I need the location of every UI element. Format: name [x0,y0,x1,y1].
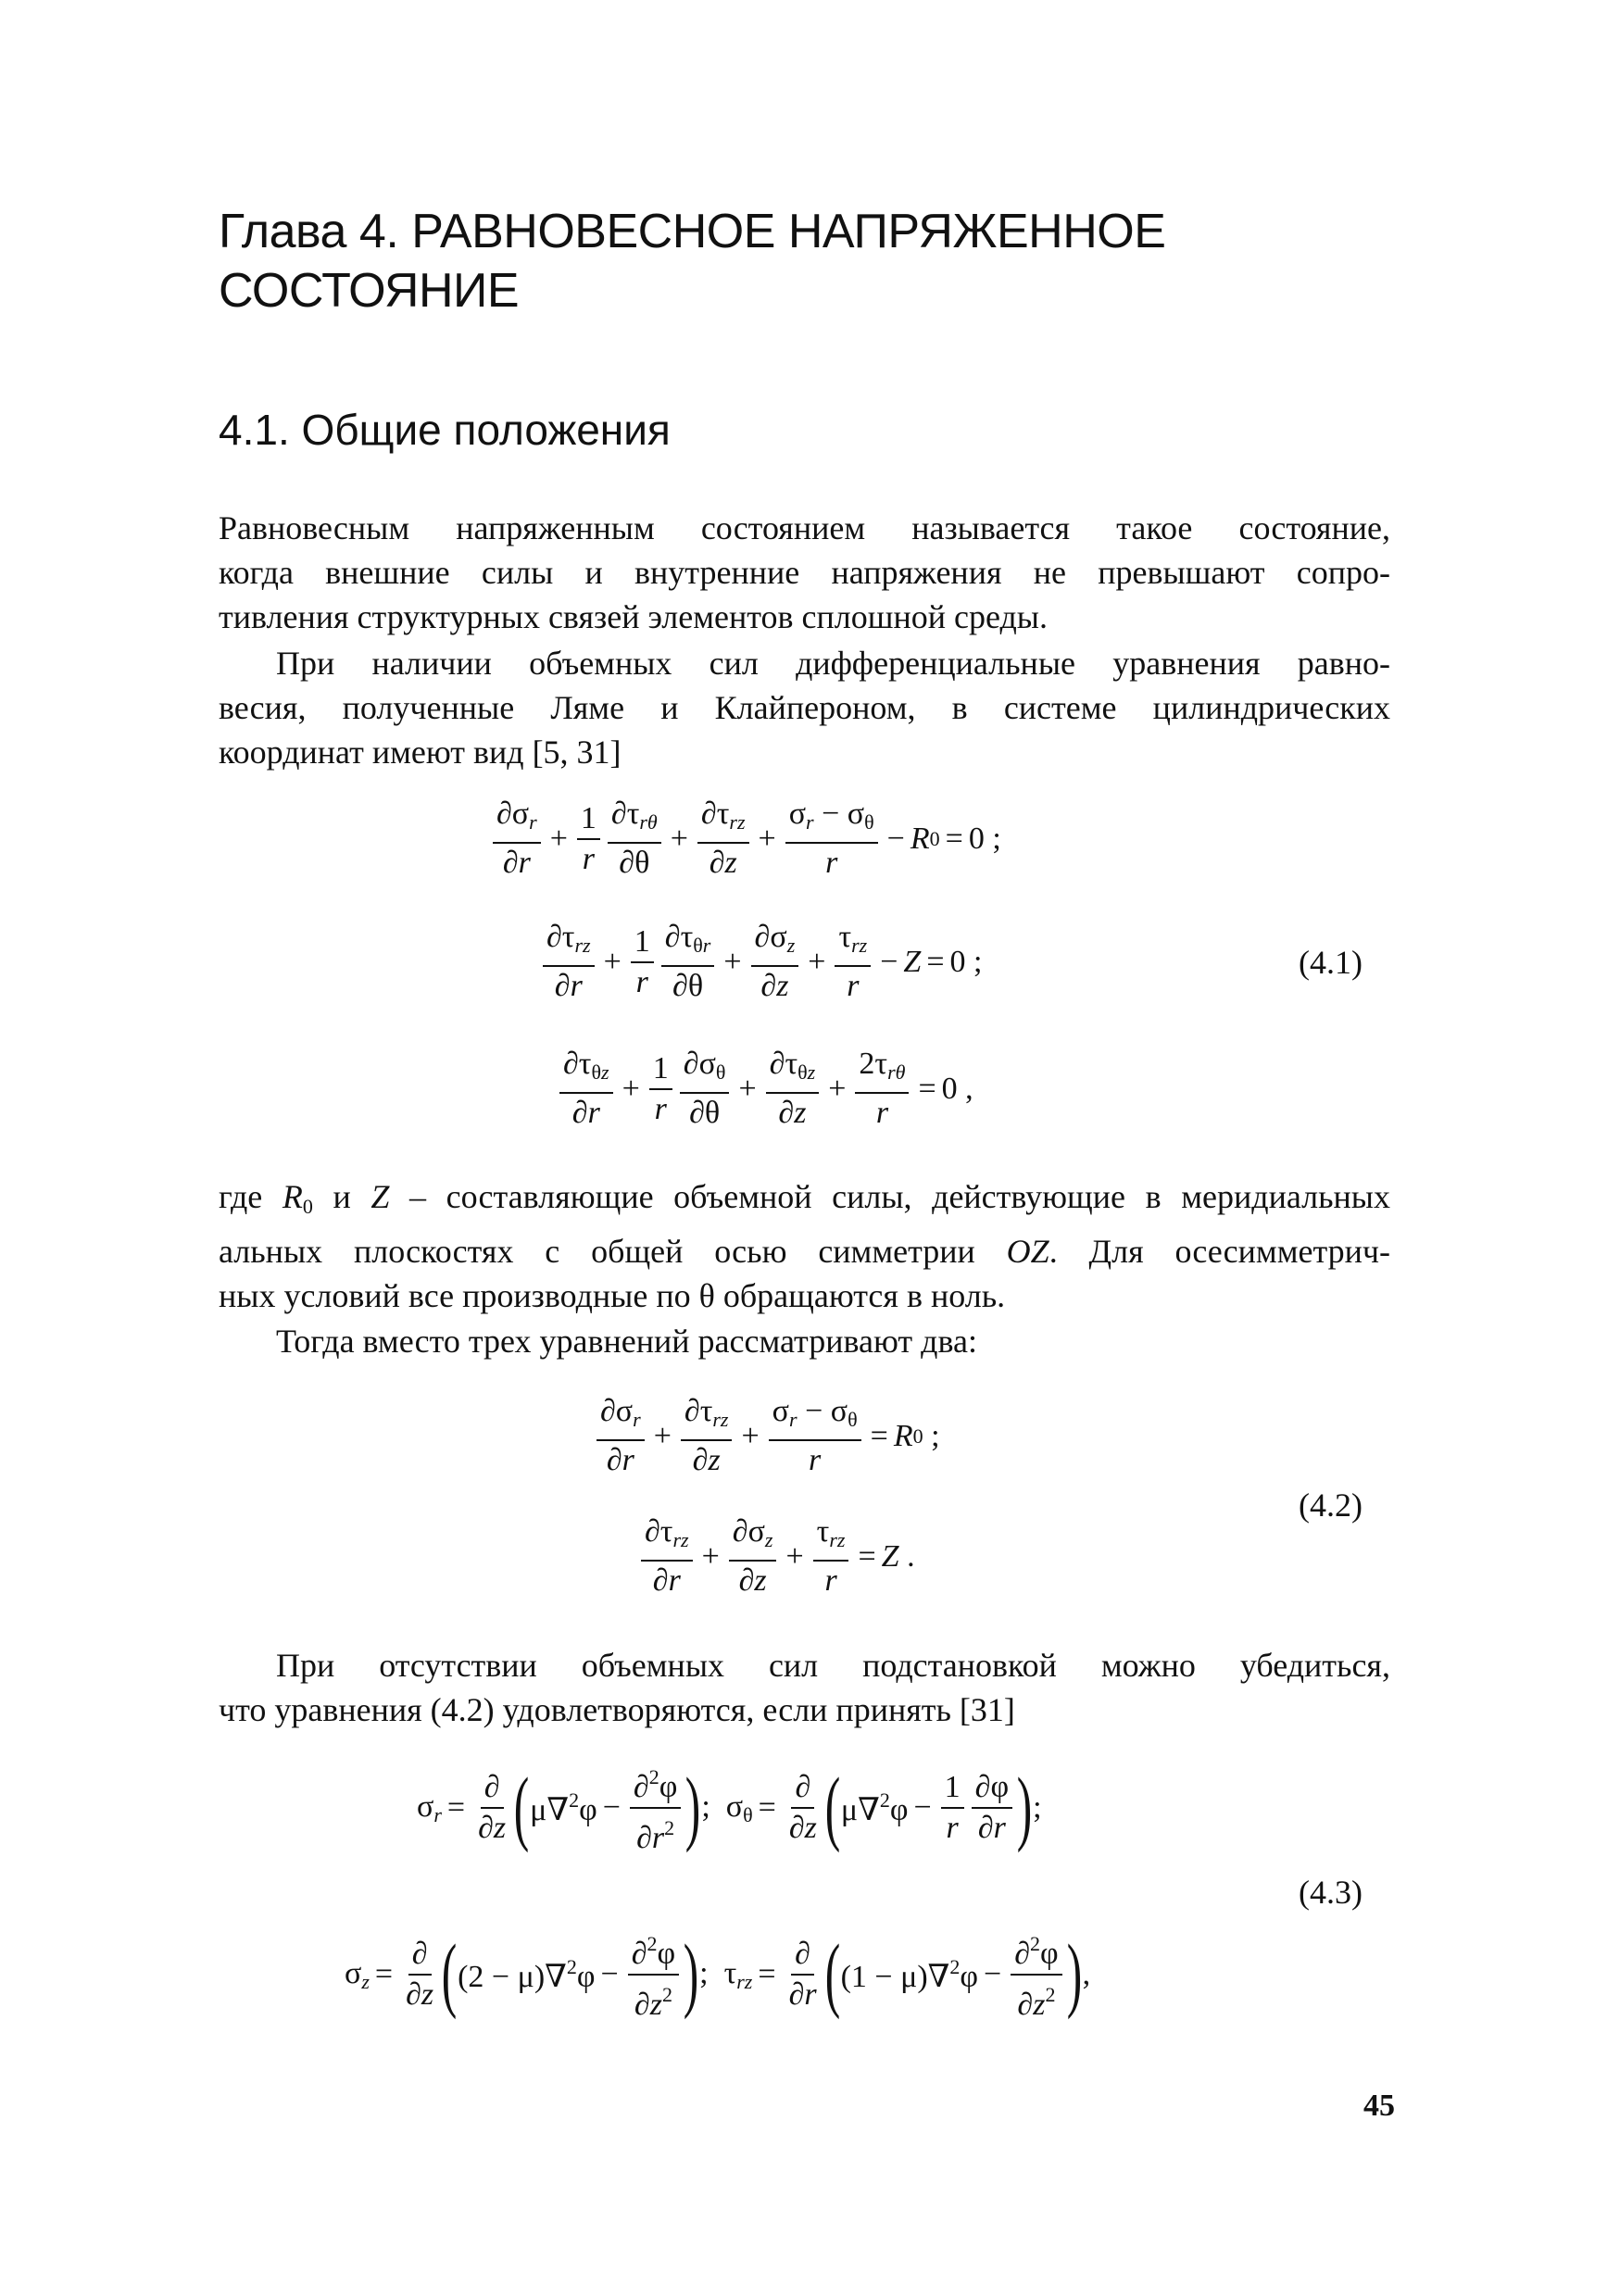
equation-number-4-2: (4.2) [1299,1487,1363,1524]
text-line: что уравнения (4.2) удовлетворяются, если принять [31] [219,1691,1015,1728]
text-line: ных условий все производные по θ обращаются в ноль. [219,1277,1006,1314]
chapter-title [219,202,1423,320]
text-line: где $R_0$ и Z – составляющие объемной силы, действующие в меридиальных [219,1178,1390,1218]
text-line: тивления структурных связей элементов сплошной среды. [219,598,1048,635]
chapter-title-line2: СОСТОЯНИЕ [219,264,520,318]
paragraph-two-equations [219,1319,1390,1363]
paragraph-definition [219,506,1390,639]
section-title: 4.1. Общие положения [219,406,671,454]
text-line: Тогда вместо трех уравнений рассматривают два: [276,1323,977,1360]
symbol-z: Z [370,1178,390,1215]
paragraph-equilibrium-intro [219,641,1390,774]
equation-number-4-1: (4.1) [1299,944,1363,981]
text-line: весия, полученные Ляме и Клайпероном, в системе цилиндрических [219,689,1390,726]
equation-4-3-line1: $\sigma_r$ = $\frac{\partial}{\partial z}$ ( μ∇$^2$φ − $\frac{\partial^2\varphi}{\partial r^2}$ ) ; $\sigma_\theta$ = $\frac{\partial}{\partial z}$ ( μ∇$^2$φ − $\frac{1}{r}$ $\frac{\partial\varphi}{\partial r}$ ) ; [417,1762,1042,1855]
symbol-oz: OZ [1006,1233,1049,1270]
text-line: При отсутствии объемных сил подстановкой можно убедиться, [276,1647,1390,1684]
paragraph-body-force [219,1174,1390,1318]
text-line: При наличии объемных сил дифференциальные уравнения равно- [276,645,1390,682]
equation-4-1-line1: $\frac{\partial\sigma_r}{\partial r}$ + $\frac{1}{r}$ $\frac{\partial\tau_{r\theta}}{\partial\theta}$ + $\frac{\partial\tau_{rz}}{\partial z}$ + $\frac{\sigma_r - \sigma_\theta}{r}$ − R 0 = 0 ; [489,797,1001,881]
equation-4-3-line2: $\sigma_z$ = $\frac{\partial}{\partial z}$ ( (2 − μ)∇$^2$φ − $\frac{\partial^2\varphi}{\partial z^2}$ ) ; $\tau_{rz}$ = $\frac{\partial}{\partial r}$ ( (1 − μ)∇$^2$φ − $\frac{\partial^2\varphi}{\partial z^2}$ ) , [345,1928,1091,2022]
equation-number-4-3: (4.3) [1299,1874,1363,1911]
equation-4-1-line3: $\frac{\partial\tau_{\theta z}}{\partial r}$ + $\frac{1}{r}$ $\frac{\partial\sigma_\theta}{\partial\theta}$ + $\frac{\partial\tau_{\theta z}}{\partial z}$ + $\frac{2\tau_{r\theta}}{r}$ = 0 , [556,1047,973,1131]
page-number: 45 [1363,2089,1395,2123]
chapter-title-line1: Глава 4. РАВНОВЕСНОЕ НАПРЯЖЕННОЕ [219,205,1166,258]
text-line: Равновесным напряженным состоянием называется такое состояние, [219,509,1390,546]
text-line: координат имеют вид [5, 31] [219,734,622,771]
equation-4-2-line2: $\frac{\partial\tau_{rz}}{\partial r}$ + $\frac{\partial\sigma_z}{\partial z}$ + $\frac{\tau_{rz}}{r}$ = Z . [637,1514,915,1599]
symbol-r0: R [282,1178,303,1215]
equation-4-1-line2: $\frac{\partial\tau_{rz}}{\partial r}$ + $\frac{1}{r}$ $\frac{\partial\tau_{\theta r}}{\partial\theta}$ + $\frac{\partial\sigma_z}{\partial z}$ + $\frac{\tau_{rz}}{r}$ − Z = 0 ; [539,920,982,1004]
equation-4-2-line1: $\frac{\partial\sigma_r}{\partial r}$ + $\frac{\partial\tau_{rz}}{\partial z}$ + $\frac{\sigma_r - \sigma_\theta}{r}$ = R 0 ; [593,1394,940,1478]
paragraph-stress-function [219,1643,1390,1732]
text-line: когда внешние силы и внутренние напряжения не превышают сопро- [219,554,1390,591]
text-line: альных плоскостях с общей осью симметрии OZ. Для осесимметрич- [219,1233,1390,1270]
